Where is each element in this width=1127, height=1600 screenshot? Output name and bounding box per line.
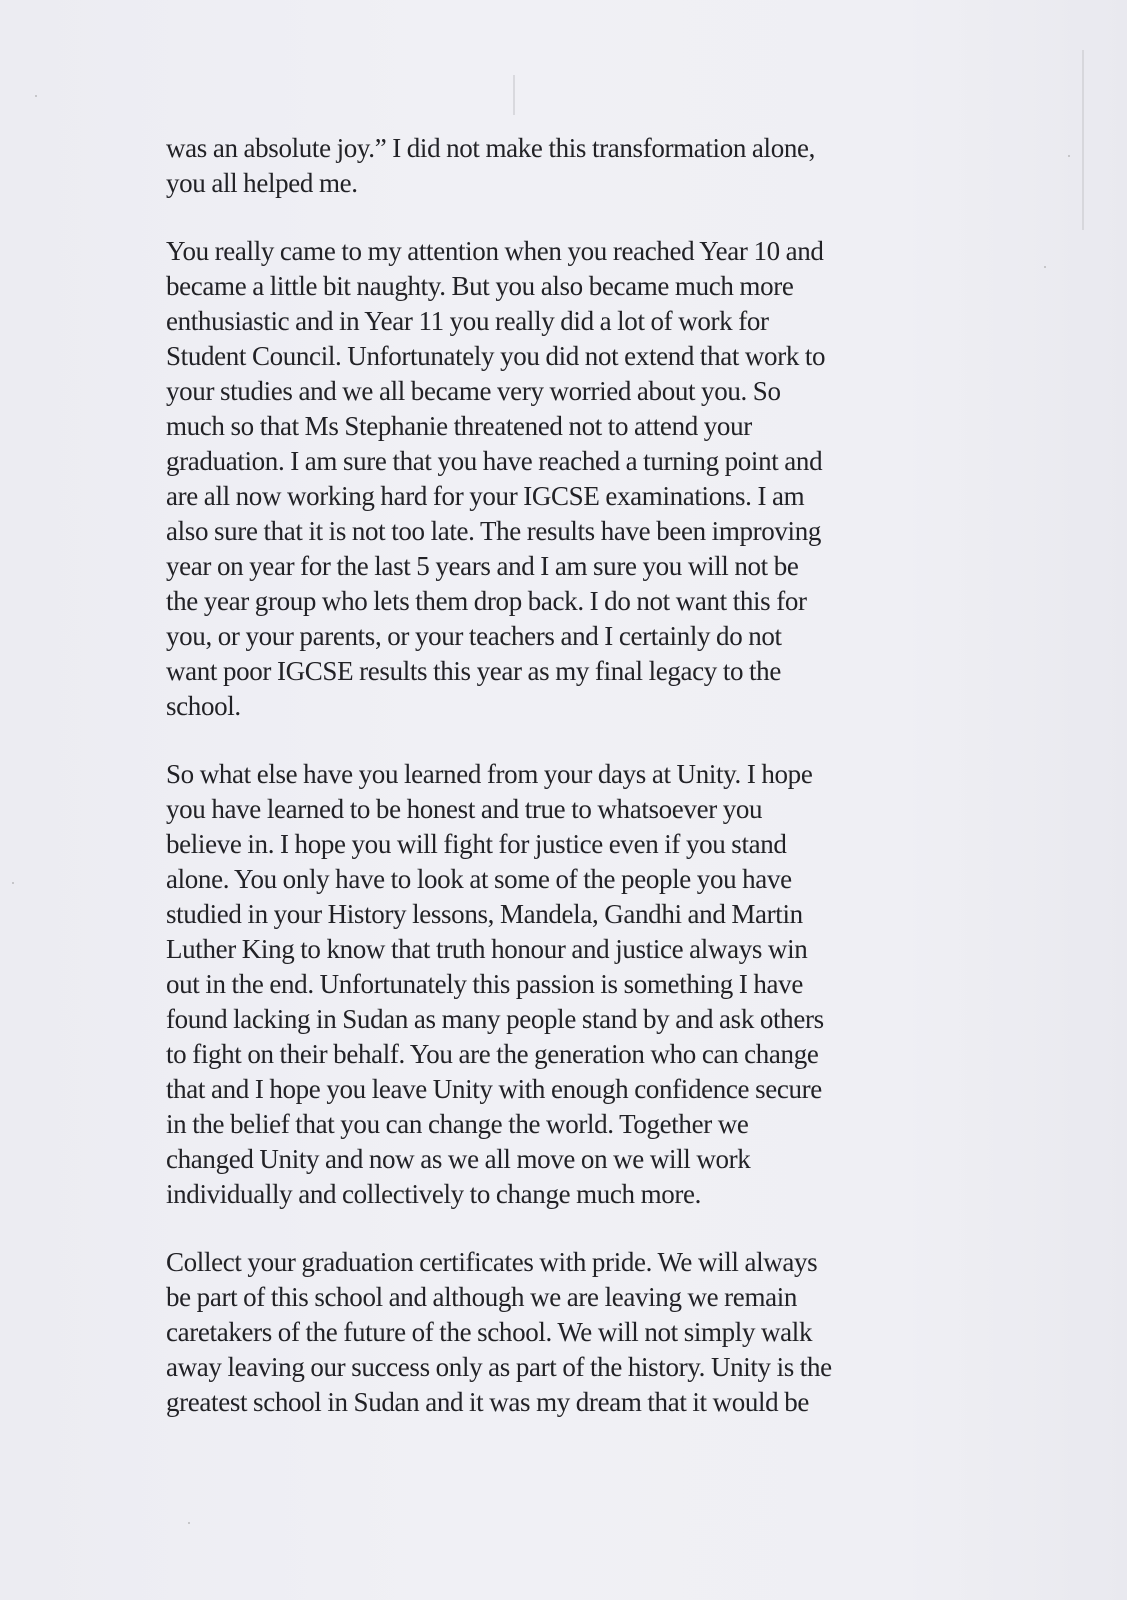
text-line: your studies and we all became very worried about you. So [166,376,781,406]
text-line: to fight on their behalf. You are the generation who can change [166,1039,819,1069]
text-line: be part of this school and although we are leaving we remain [166,1282,798,1312]
paragraph [166,757,966,1212]
scan-speck [35,95,37,97]
text-line: So what else have you learned from your days at Unity. I hope [166,759,813,789]
text-line: year on year for the last 5 years and I am sure you will not be [166,551,799,581]
text-line: changed Unity and now as we all move on we will work [166,1144,751,1174]
scan-artifact-line [1082,50,1084,230]
scan-speck [188,1522,190,1524]
text-line: was an absolute joy.” I did not make this transformation alone, [166,133,816,163]
text-line: found lacking in Sudan as many people stand by and ask others [166,1004,824,1034]
text-line: you all helped me. [166,168,358,198]
text-line: Luther King to know that truth honour and justice always win [166,934,808,964]
scan-speck [1044,266,1046,268]
text-line: you, or your parents, or your teachers and I certainly do not [166,621,782,651]
text-line: in the belief that you can change the world. Together we [166,1109,749,1139]
text-line: the year group who lets them drop back. I do not want this for [166,586,807,616]
text-line: enthusiastic and in Year 11 you really did a lot of work for [166,306,769,336]
scan-speck [12,882,14,884]
text-line: studied in your History lessons, Mandela, Gandhi and Martin [166,899,803,929]
paragraph [166,1245,966,1420]
text-line: that and I hope you leave Unity with enough confidence secure [166,1074,822,1104]
text-line: want poor IGCSE results this year as my final legacy to the [166,656,781,686]
text-line: You really came to my attention when you reached Year 10 and [166,236,824,266]
paragraph [166,131,966,201]
text-line: believe in. I hope you will fight for justice even if you stand [166,829,787,859]
text-line: individually and collectively to change much more. [166,1179,702,1209]
text-line: caretakers of the future of the school. We will not simply walk [166,1317,813,1347]
text-line: greatest school in Sudan and it was my dream that it would be [166,1387,810,1417]
text-line: you have learned to be honest and true to whatsoever you [166,794,763,824]
text-line: Student Council. Unfortunately you did not extend that work to [166,341,826,371]
text-line: school. [166,691,241,721]
document-body [166,131,966,1453]
scan-artifact-line [513,75,515,115]
scan-speck [1068,155,1070,157]
text-line: Collect your graduation certificates with pride. We will always [166,1247,818,1277]
text-line: are all now working hard for your IGCSE examinations. I am [166,481,805,511]
text-line: away leaving our success only as part of the history. Unity is the [166,1352,832,1382]
text-line: became a little bit naughty. But you also became much more [166,271,794,301]
text-line: out in the end. Unfortunately this passion is something I have [166,969,803,999]
paragraph [166,234,966,724]
text-line: alone. You only have to look at some of the people you have [166,864,792,894]
text-line: much so that Ms Stephanie threatened not to attend your [166,411,752,441]
text-line: graduation. I am sure that you have reached a turning point and [166,446,823,476]
text-line: also sure that it is not too late. The results have been improving [166,516,822,546]
